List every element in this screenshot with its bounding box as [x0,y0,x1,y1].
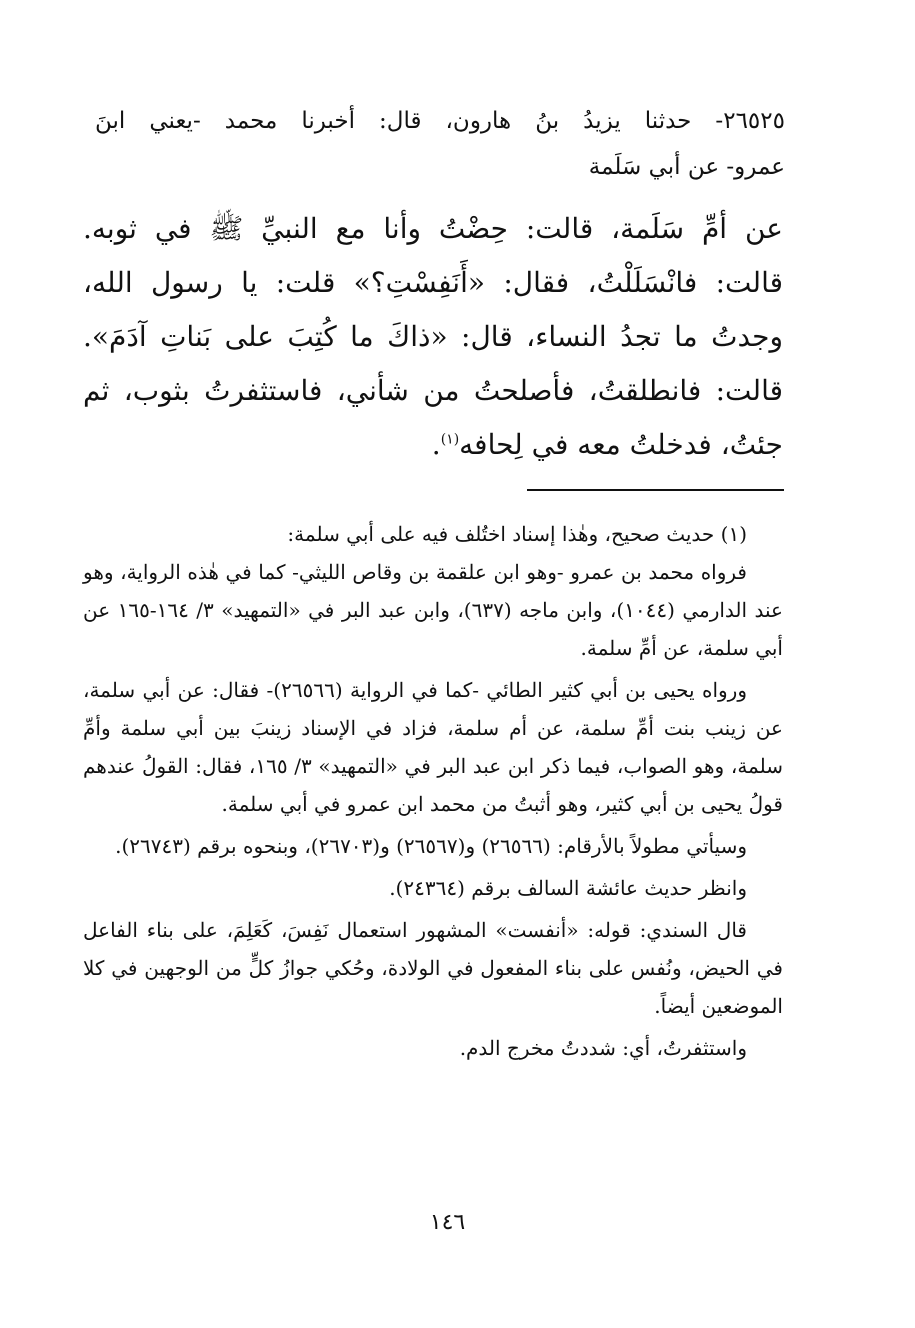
matn-line-5 [83,418,783,472]
page-number: ١٤٦ [429,1210,466,1235]
footnote-paragraph-5: قال السندي: قوله: «أنفست» المشهور استعمال نَفِسَ، كَعَلِمَ، على بناء الفاعل في الحيض، ونُفس على بناء المفعول في الولادة، وحُكي جوازُ كلٍّ من الوجهين في كلا الموضعين أيضاً. [83,918,783,1018]
footnotes [83,515,783,1071]
footnote-paragraph-6: واستثفرتُ، أي: شددتُ مخرج الدم. [459,1036,747,1060]
matn-line-5-text: جئتُ، فدخلتُ معه في لِحافه [459,428,783,461]
matn-line-5-end: . [431,428,441,461]
hadith-isnad [95,98,785,190]
isnad-line-1: ٢٦٥٢٥- حدثنا يزيدُ بنُ هارون، قال: أخبرنا محمد -يعني ابنَ [95,108,785,134]
footnote-1-heading: (١) حديث صحيح، وهٰذا إسناد اختُلف فيه على أبي سلمة: [287,522,747,546]
footnote-paragraph-3: وسيأتي مطولاً بالأرقام: (٢٦٥٦٦) و(٢٦٥٦٧) و(٢٦٧٠٣)، وبنحوه برقم (٢٦٧٤٣). [115,834,747,858]
footnote-paragraph-2: ورواه يحيى بن أبي كثير الطائي -كما في الرواية (٢٦٥٦٦)- فقال: عن أبي سلمة، عن زينب بنت أمِّ سلمة، عن أم سلمة، فزاد في الإسناد زينبَ بين أبي سلمة وأمِّ سلمة، وهو الصواب، فيما ذكر ابن عبد البر في «التمهيد» ٣/ ١٦٥، فقال: القولُ عندهم قولُ يحيى بن أبي كثير، وهو أثبتُ من محمد ابن عمرو في أبي سلمة. [83,678,783,816]
matn-line-4: قالت: فانطلقتُ، فأصلحتُ من شأني، فاستثفرتُ بثوب، ثم [83,374,783,407]
matn-line-2: قالت: فانْسَلَلْتُ، فقال: «أَنَفِسْتِ؟» قلت: يا رسول الله، [83,266,783,299]
footnote-paragraph-4: وانظر حديث عائشة السالف برقم (٢٤٣٦٤). [389,876,747,900]
matn-line-1: عن أمِّ سَلَمة، قالت: حِضْتُ وأنا مع النبيِّ ﷺ في ثوبه. [83,212,783,245]
footnote-paragraph-1: فرواه محمد بن عمرو -وهو ابن علقمة بن وقاص الليثي- كما في هٰذه الرواية، وهو عند الدارمي (١٠٤٤)، وابن ماجه (٦٣٧)، وابن عبد البر في «التمهيد» ٣/ ١٦٤-١٦٥ عن أبي سلمة، عن أمِّ سلمة. [83,560,783,660]
footnote-reference: (١) [440,431,460,448]
hadith-matn [83,202,783,472]
matn-line-3: وجدتُ ما تجدُ النساء، قال: «ذاكَ ما كُتِبَ على بَناتِ آدَمَ». [83,320,783,353]
footnote-separator [527,489,784,491]
isnad-line-2: عمرو- عن أبي سَلَمة [588,154,785,180]
